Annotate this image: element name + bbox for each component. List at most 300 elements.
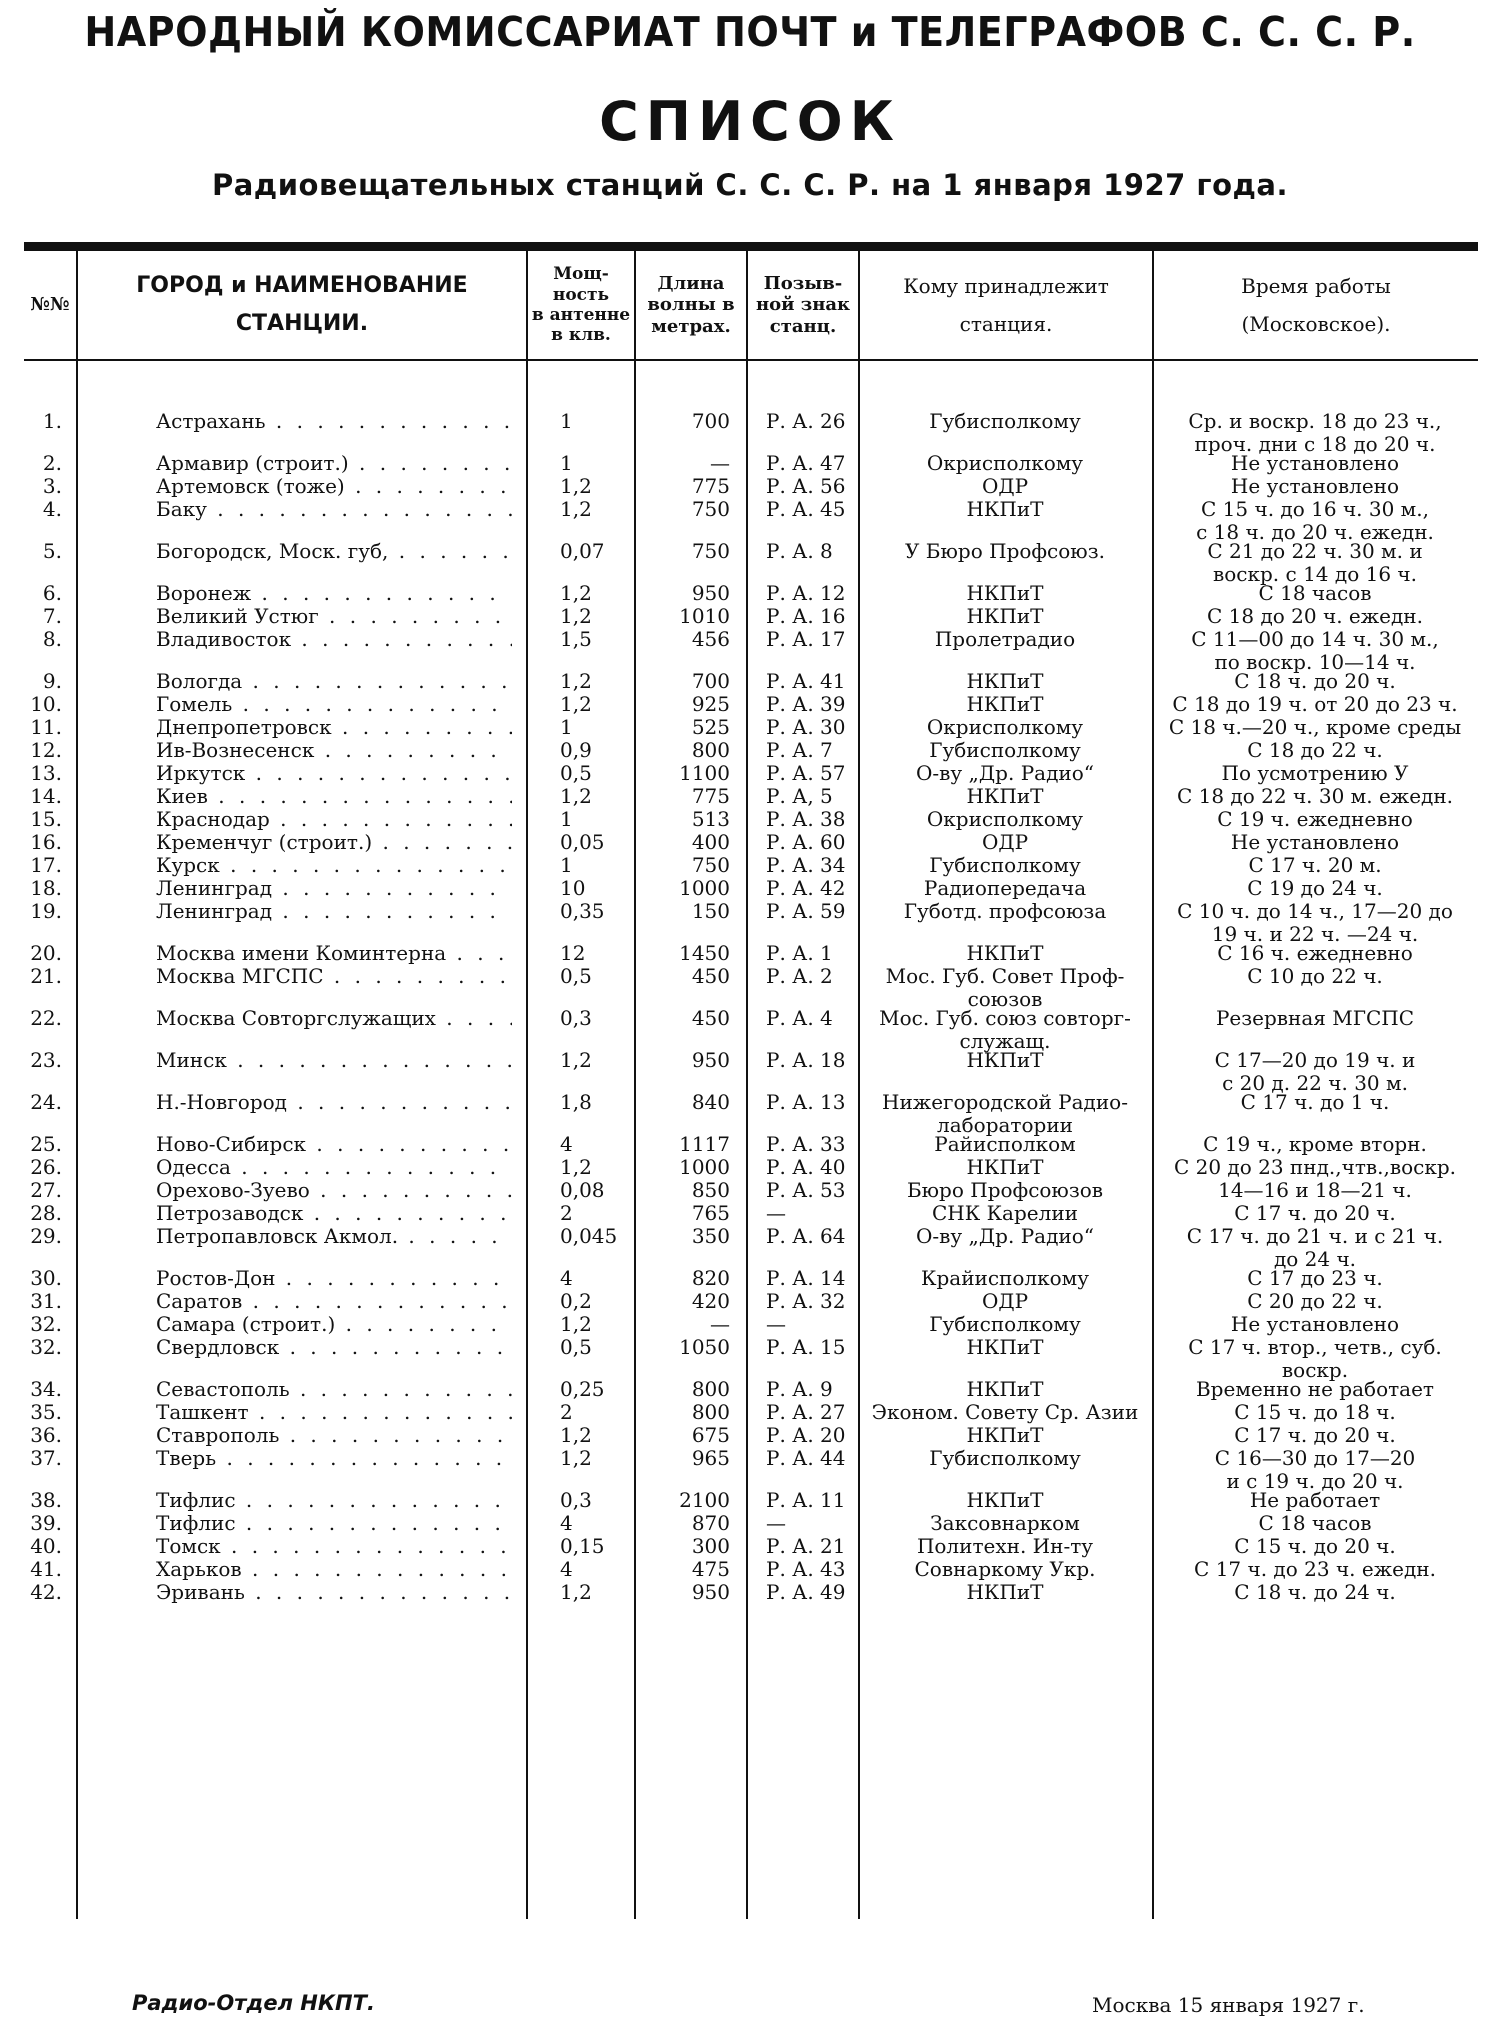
broadcast-hours-text: С 18 ч. до 24 ч.: [1234, 1580, 1396, 1604]
row-number-text: 19.: [30, 899, 62, 923]
broadcast-hours-text: С 18 часов: [1258, 1511, 1372, 1535]
call-sign-text: Р. А. 13: [766, 1090, 846, 1114]
station-city-text: Петропавловск Акмол. . . .: [156, 1225, 512, 1248]
call-sign-text: Р. А. 15: [766, 1335, 846, 1359]
station-city-text: Москва МГСПС . . .: [156, 965, 512, 988]
call-sign-text: —: [766, 1312, 786, 1336]
station-city-text: Великий Устюг . . .: [156, 605, 512, 628]
row-number-text: 11.: [30, 715, 62, 739]
call-sign-text: Р. А. 21: [766, 1534, 846, 1558]
broadcast-hours-text: С 17 ч. до 21 ч. и с 21 ч.: [1186, 1224, 1444, 1248]
broadcast-hours-text: С 18 часов: [1258, 581, 1372, 605]
wavelength-text: 750: [691, 853, 730, 877]
station-city: [76, 1336, 526, 1382]
broadcast-hours-text: Резервная МГСПС: [1215, 1006, 1415, 1030]
wavelength-text: 475: [691, 1557, 730, 1581]
antenna-power: [526, 1401, 634, 1424]
station-city-text: Вологда . . .: [156, 670, 512, 693]
broadcast-hours-text: С 17 ч. до 1 ч.: [1240, 1090, 1390, 1114]
table-row: [24, 1267, 1478, 1290]
station-city: [76, 1007, 526, 1053]
broadcast-hours-text: С 18 до 22 ч.: [1247, 738, 1383, 762]
row-number: [24, 854, 76, 877]
antenna-power: [526, 1091, 634, 1137]
call-sign-text: Р. А. 44: [766, 1446, 846, 1470]
antenna-power: [526, 1007, 634, 1053]
station-owner: [858, 540, 1152, 586]
antenna-power-text: 1: [560, 451, 573, 475]
call-sign-text: Р. А. 60: [766, 830, 846, 854]
column-header-hours-line: (Московское).: [1241, 312, 1391, 336]
row-number-text: 5.: [42, 539, 62, 563]
broadcast-hours: [1152, 1336, 1478, 1382]
station-owner-text: служащ.: [959, 1029, 1051, 1053]
broadcast-hours-text: С 17 ч. втор., четв., суб.: [1188, 1335, 1442, 1359]
antenna-power: [526, 1156, 634, 1179]
broadcast-hours-text: Ср. и воскр. 18 до 23 ч.,: [1188, 409, 1442, 433]
station-city-text: Севастополь . . .: [156, 1378, 512, 1401]
wavelength-text: 925: [691, 692, 730, 716]
antenna-power-text: 4: [560, 1132, 573, 1156]
row-number: [24, 670, 76, 693]
station-owner: [858, 1401, 1152, 1424]
row-number-text: 36.: [30, 1423, 62, 1447]
broadcast-hours-text: С 16—30 до 17—20: [1214, 1446, 1416, 1470]
wavelength: [634, 831, 746, 854]
table-top-rule: [24, 242, 1478, 251]
column-header-wavelength-line: метрах.: [651, 315, 731, 337]
call-sign-text: Р. А. 30: [766, 715, 846, 739]
antenna-power-text: 1,2: [560, 1446, 592, 1470]
station-owner-text: ОДР: [981, 474, 1029, 498]
station-city-text: Одесса . . .: [156, 1156, 512, 1179]
station-city-text: Томск . . .: [156, 1535, 512, 1558]
table-row: [24, 1313, 1478, 1336]
wavelength: [634, 877, 746, 900]
antenna-power-text: 1: [560, 853, 573, 877]
station-owner-text: ОДР: [981, 830, 1029, 854]
wavelength: [634, 540, 746, 586]
antenna-power-text: 1,2: [560, 692, 592, 716]
station-city-text: Ставрополь . . .: [156, 1424, 512, 1447]
station-owner-text: НКПиТ: [966, 1155, 1044, 1179]
station-owner-text: Мос. Губ. Совет Проф-: [885, 964, 1125, 988]
wavelength-text: 800: [691, 738, 730, 762]
station-city: [76, 1156, 526, 1179]
table-row: [24, 1225, 1478, 1271]
station-owner-text: О-ву „Др. Радио“: [916, 761, 1094, 785]
column-header-power-line: в клв.: [551, 325, 611, 346]
broadcast-hours-text: С 19 ч., кроме вторн.: [1203, 1132, 1427, 1156]
station-owner-text: НКПиТ: [966, 941, 1044, 965]
table-row: [24, 1401, 1478, 1424]
call-sign: [746, 1581, 858, 1604]
table-row: [24, 540, 1478, 586]
call-sign: [746, 1179, 858, 1202]
wavelength-text: 750: [691, 497, 730, 521]
call-sign: [746, 582, 858, 605]
wavelength: [634, 410, 746, 456]
station-city-text: Свердловск . . .: [156, 1336, 512, 1359]
station-city-text: Москва имени Коминтерна . . .: [156, 942, 512, 965]
station-owner: [858, 900, 1152, 946]
station-owner-text: Крайисполкому: [920, 1266, 1089, 1290]
call-sign-text: Р. А. 12: [766, 581, 846, 605]
station-city: [76, 1091, 526, 1137]
row-number: [24, 1535, 76, 1558]
broadcast-hours: [1152, 900, 1478, 946]
row-number-text: 41.: [30, 1557, 62, 1581]
call-sign: [746, 808, 858, 831]
table-row: [24, 1007, 1478, 1053]
row-number-text: 40.: [30, 1534, 62, 1558]
station-city: [76, 739, 526, 762]
call-sign-text: Р. А. 11: [766, 1488, 846, 1512]
call-sign: [746, 1512, 858, 1535]
column-header-number: [24, 251, 76, 359]
broadcast-hours: [1152, 1447, 1478, 1493]
row-number: [24, 1267, 76, 1290]
station-city-text: Гомель . . .: [156, 693, 512, 716]
row-number-text: 28.: [30, 1201, 62, 1225]
table-row: [24, 854, 1478, 877]
station-city-text: Ростов-Дон . . .: [156, 1267, 512, 1290]
station-city-text: Киев . . .: [156, 785, 512, 808]
antenna-power-text: 0,08: [560, 1178, 605, 1202]
call-sign-text: Р. А. 20: [766, 1423, 846, 1447]
station-owner: [858, 1267, 1152, 1290]
table-row: [24, 1336, 1478, 1382]
table-row: [24, 1447, 1478, 1493]
station-city-text: Н.-Новгород . . .: [156, 1091, 512, 1114]
document-title: СПИСОК: [599, 90, 901, 153]
broadcast-hours-text: Не работает: [1249, 1488, 1381, 1512]
station-owner-text: Окрисполкому: [926, 807, 1084, 831]
wavelength-text: 800: [691, 1400, 730, 1424]
antenna-power: [526, 1489, 634, 1512]
wavelength: [634, 628, 746, 674]
broadcast-hours: [1152, 1378, 1478, 1401]
station-city-text: Богородск, Моск. губ, . . .: [156, 540, 512, 563]
wavelength-text: 775: [691, 474, 730, 498]
station-owner: [858, 1447, 1152, 1493]
row-number-text: 38.: [30, 1488, 62, 1512]
antenna-power-text: 1: [560, 409, 573, 433]
row-number-text: 23.: [30, 1048, 62, 1072]
station-owner-text: Эконом. Совету Ср. Азии: [871, 1400, 1139, 1424]
row-number: [24, 605, 76, 628]
row-number-text: 13.: [30, 761, 62, 785]
antenna-power-text: 0,05: [560, 830, 605, 854]
broadcast-hours: [1152, 1512, 1478, 1535]
station-city: [76, 716, 526, 739]
station-owner-text: НКПиТ: [966, 1488, 1044, 1512]
call-sign-text: Р. А. 59: [766, 899, 846, 923]
station-owner: [858, 1558, 1152, 1581]
broadcast-hours: [1152, 540, 1478, 586]
station-owner: [858, 1179, 1152, 1202]
station-owner: [858, 1225, 1152, 1271]
station-city-text: Ташкент . . .: [156, 1401, 512, 1424]
station-city: [76, 877, 526, 900]
row-number: [24, 1091, 76, 1137]
station-owner-text: Райисполком: [934, 1132, 1076, 1156]
broadcast-hours-text: С 17 до 23 ч.: [1247, 1266, 1383, 1290]
table-row: [24, 942, 1478, 965]
station-city-text: Самара (строит.) . . .: [156, 1313, 512, 1336]
table-row: [24, 670, 1478, 693]
antenna-power-text: 1,2: [560, 1580, 592, 1604]
wavelength: [634, 1007, 746, 1053]
broadcast-hours: [1152, 498, 1478, 544]
footer-place-date: Москва 15 января 1927 г.: [1092, 1993, 1365, 2017]
wavelength-text: 513: [691, 807, 730, 831]
call-sign: [746, 877, 858, 900]
station-city: [76, 540, 526, 586]
station-city-text: Армавир (строит.) . . .: [156, 452, 512, 475]
row-number: [24, 1313, 76, 1336]
station-owner-text: Политехн. Ин-ту: [916, 1534, 1094, 1558]
antenna-power-text: 0,07: [560, 539, 605, 563]
row-number: [24, 628, 76, 674]
row-number-text: 4.: [42, 497, 62, 521]
station-owner: [858, 1424, 1152, 1447]
table-row: [24, 1489, 1478, 1512]
station-city: [76, 762, 526, 785]
station-owner-text: НКПиТ: [966, 1335, 1044, 1359]
wavelength: [634, 1535, 746, 1558]
station-city: [76, 1313, 526, 1336]
call-sign: [746, 1313, 858, 1336]
wavelength-text: 450: [691, 1006, 730, 1030]
station-owner: [858, 475, 1152, 498]
column-header-power-line: в антенне: [531, 305, 631, 325]
broadcast-hours-text: С 15 ч. до 20 ч.: [1234, 1534, 1396, 1558]
wavelength: [634, 808, 746, 831]
table-row: [24, 785, 1478, 808]
antenna-power-text: 0,35: [560, 899, 605, 923]
station-city-text: Ново-Сибирск . . .: [156, 1133, 512, 1156]
call-sign-text: Р. А. 39: [766, 692, 846, 716]
table-row: [24, 808, 1478, 831]
row-number: [24, 410, 76, 456]
call-sign: [746, 716, 858, 739]
column-header-owner-line: станция.: [959, 312, 1053, 336]
row-number-text: 22.: [30, 1006, 62, 1030]
call-sign: [746, 1447, 858, 1493]
broadcast-hours-text: Не установлено: [1230, 830, 1400, 854]
station-city: [76, 1512, 526, 1535]
broadcast-hours-text: до 24 ч.: [1273, 1247, 1357, 1271]
row-number: [24, 716, 76, 739]
row-number: [24, 1156, 76, 1179]
column-header-power-line: ность: [552, 284, 610, 305]
row-number-text: 20.: [30, 941, 62, 965]
row-number: [24, 1202, 76, 1225]
broadcast-hours: [1152, 716, 1478, 739]
wavelength-text: 1050: [679, 1335, 730, 1359]
call-sign: [746, 762, 858, 785]
station-city: [76, 410, 526, 456]
broadcast-hours-text: Временно не работает: [1195, 1377, 1434, 1401]
station-owner: [858, 1512, 1152, 1535]
row-number: [24, 1225, 76, 1271]
station-owner: [858, 785, 1152, 808]
wavelength-text: 765: [691, 1201, 730, 1225]
call-sign: [746, 1267, 858, 1290]
table-row: [24, 1133, 1478, 1156]
wavelength: [634, 1049, 746, 1095]
row-number: [24, 785, 76, 808]
station-owner: [858, 831, 1152, 854]
call-sign: [746, 854, 858, 877]
station-owner: [858, 942, 1152, 965]
row-number: [24, 1336, 76, 1382]
wavelength: [634, 785, 746, 808]
table-row: [24, 739, 1478, 762]
row-number-text: 18.: [30, 876, 62, 900]
station-owner-text: Губисполкому: [929, 409, 1081, 433]
broadcast-hours: [1152, 1091, 1478, 1137]
wavelength: [634, 1202, 746, 1225]
wavelength: [634, 1512, 746, 1535]
call-sign: [746, 785, 858, 808]
footer-department: Радио-Отдел НКПТ.: [132, 1991, 375, 2015]
wavelength-text: 150: [691, 899, 730, 923]
broadcast-hours: [1152, 1049, 1478, 1095]
station-city-text: Владивосток . . .: [156, 628, 512, 651]
call-sign: [746, 739, 858, 762]
antenna-power: [526, 540, 634, 586]
call-sign: [746, 942, 858, 965]
wavelength: [634, 942, 746, 965]
station-owner: [858, 582, 1152, 605]
station-city-text: Ленинград . . .: [156, 877, 512, 900]
call-sign-text: Р. А. 33: [766, 1132, 846, 1156]
station-owner: [858, 452, 1152, 475]
station-owner-text: Губотд. профсоюза: [903, 899, 1107, 923]
row-number: [24, 1447, 76, 1493]
broadcast-hours-text: С 18 до 20 ч. ежедн.: [1207, 604, 1423, 628]
station-owner-text: Губисполкому: [929, 853, 1081, 877]
call-sign-text: Р. А. 49: [766, 1580, 846, 1604]
broadcast-hours-text: С 21 до 22 ч. 30 м. и: [1207, 539, 1423, 563]
broadcast-hours: [1152, 1313, 1478, 1336]
station-owner: [858, 410, 1152, 456]
broadcast-hours-text: Не установлено: [1230, 451, 1400, 475]
wavelength: [634, 452, 746, 475]
call-sign-text: Р. А. 9: [766, 1377, 833, 1401]
call-sign: [746, 1091, 858, 1137]
broadcast-hours: [1152, 1225, 1478, 1271]
wavelength-text: 1117: [679, 1132, 730, 1156]
station-owner-text: О-ву „Др. Радио“: [916, 1224, 1094, 1248]
row-number-text: 37.: [30, 1446, 62, 1470]
station-city: [76, 1535, 526, 1558]
table-row: [24, 628, 1478, 674]
station-owner-text: ОДР: [981, 1289, 1029, 1313]
broadcast-hours: [1152, 877, 1478, 900]
row-number-text: 26.: [30, 1155, 62, 1179]
table-row: [24, 965, 1478, 1011]
antenna-power: [526, 628, 634, 674]
table-row: [24, 693, 1478, 716]
wavelength: [634, 605, 746, 628]
station-city: [76, 1447, 526, 1493]
wavelength: [634, 693, 746, 716]
table-row: [24, 1290, 1478, 1313]
call-sign: [746, 498, 858, 544]
antenna-power-text: 0,9: [560, 738, 592, 762]
call-sign-text: Р. А, 5: [766, 784, 833, 808]
station-owner-text: НКПиТ: [966, 1048, 1044, 1072]
antenna-power: [526, 762, 634, 785]
call-sign: [746, 670, 858, 693]
antenna-power-text: 2: [560, 1400, 573, 1424]
table-row: [24, 1424, 1478, 1447]
call-sign: [746, 605, 858, 628]
station-owner: [858, 670, 1152, 693]
wavelength-text: 420: [691, 1289, 730, 1313]
broadcast-hours-text: С 11—00 до 14 ч. 30 м.,: [1191, 627, 1439, 651]
row-number: [24, 452, 76, 475]
wavelength-text: 800: [691, 1377, 730, 1401]
broadcast-hours-text: и с 19 ч. до 20 ч.: [1226, 1469, 1404, 1493]
call-sign-text: Р. А. 53: [766, 1178, 846, 1202]
call-sign: [746, 1202, 858, 1225]
call-sign-text: Р. А. 27: [766, 1400, 846, 1424]
wavelength: [634, 716, 746, 739]
call-sign: [746, 1156, 858, 1179]
table-row: [24, 1202, 1478, 1225]
wavelength-text: 950: [691, 1048, 730, 1072]
wavelength: [634, 582, 746, 605]
row-number: [24, 900, 76, 946]
call-sign-text: Р. А. 17: [766, 627, 846, 651]
broadcast-hours-text: с 18 ч. до 20 ч. ежедн.: [1196, 520, 1434, 544]
broadcast-hours: [1152, 628, 1478, 674]
row-number: [24, 877, 76, 900]
antenna-power: [526, 831, 634, 854]
broadcast-hours: [1152, 1581, 1478, 1604]
row-number-text: 3.: [42, 474, 62, 498]
antenna-power: [526, 475, 634, 498]
station-city: [76, 452, 526, 475]
table-row: [24, 762, 1478, 785]
station-city: [76, 628, 526, 674]
broadcast-hours: [1152, 739, 1478, 762]
row-number-text: 25.: [30, 1132, 62, 1156]
wavelength-text: 1010: [679, 604, 730, 628]
row-number-text: 9.: [42, 669, 62, 693]
antenna-power-text: 0,045: [560, 1224, 618, 1248]
column-header-callsign-line: ной знак: [755, 294, 851, 316]
station-city: [76, 808, 526, 831]
antenna-power-text: 0,15: [560, 1534, 605, 1558]
wavelength: [634, 1378, 746, 1401]
station-owner-text: Заксовнарком: [930, 1511, 1080, 1535]
wavelength: [634, 1313, 746, 1336]
call-sign: [746, 540, 858, 586]
wavelength: [634, 1558, 746, 1581]
antenna-power: [526, 498, 634, 544]
column-header-hours: [1154, 251, 1478, 359]
station-owner-text: Губисполкому: [929, 738, 1081, 762]
column-header-hours-line: Время работы: [1241, 274, 1391, 298]
broadcast-hours-text: С 16 ч. ежедневно: [1217, 941, 1413, 965]
station-city: [76, 1202, 526, 1225]
antenna-power: [526, 1558, 634, 1581]
